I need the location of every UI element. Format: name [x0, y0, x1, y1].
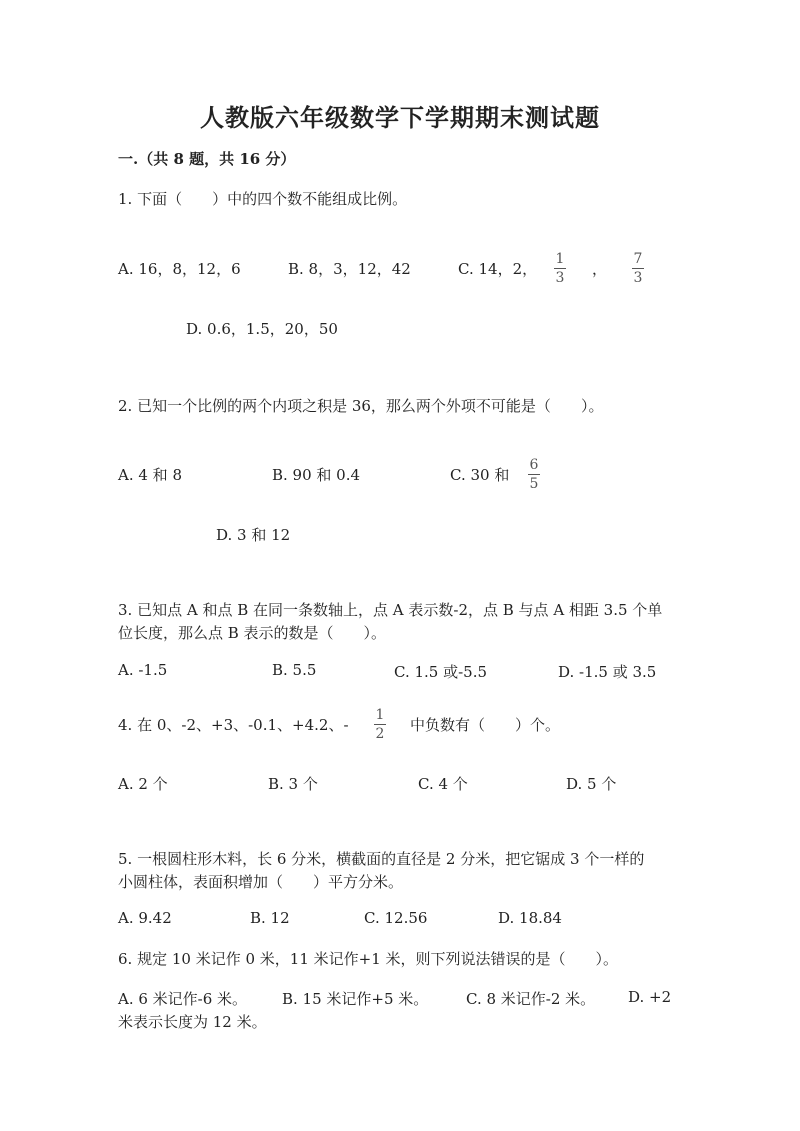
- question-text-line-1: 3. 已知点 A 和点 B 在同一条数轴上，点 A 表示数-2，点 B 与点 A 相距 3.5 个单: [118, 601, 663, 619]
- question-text-line-2: 位长度，那么点 B 表示的数是（ ）。: [118, 624, 387, 642]
- question-text-line-2: 小圆柱体，表面积增加（ ）平方分米。: [118, 873, 404, 891]
- question-text-start: 4. 在 0、-2、+3、-0.1、+4.2、-: [118, 716, 349, 734]
- option-d-continued: 米表示长度为 12 米。: [118, 1013, 267, 1031]
- option-d: D. +2: [628, 988, 672, 1006]
- numerator: 1: [555, 251, 565, 267]
- fraction: [528, 457, 540, 492]
- option-d: D. 5 个: [566, 775, 617, 793]
- option-a: A. 16，8，12，6: [118, 260, 241, 278]
- option-b: B. 15 米记作+5 米。: [282, 990, 429, 1008]
- option-c: C. 1.5 或-5.5: [394, 663, 488, 681]
- option-a: A. 4 和 8: [118, 466, 182, 484]
- denominator: 5: [529, 476, 539, 492]
- option-b: B. 3 个: [268, 775, 318, 793]
- denominator: 3: [633, 270, 643, 286]
- option-d: D. 18.84: [498, 909, 562, 927]
- option-a: A. 6 米记作-6 米。: [118, 990, 248, 1008]
- option-a: A. -1.5: [118, 661, 168, 679]
- numerator: 7: [633, 251, 643, 267]
- option-c: C. 8 米记作-2 米。: [466, 990, 596, 1008]
- denominator: 3: [555, 270, 565, 286]
- fraction-bar: [374, 724, 386, 725]
- fraction-bar: [632, 268, 644, 269]
- fraction: [554, 251, 566, 286]
- fraction: [374, 707, 386, 742]
- option-b: B. 90 和 0.4: [272, 466, 361, 484]
- numerator: 6: [529, 457, 539, 473]
- option-c: C. 12.56: [364, 909, 428, 927]
- option-a: A. 9.42: [118, 909, 172, 927]
- numerator: 1: [375, 707, 385, 723]
- fraction-bar: [528, 474, 540, 475]
- section-header: 一.（共 8 题，共 16 分）: [118, 150, 296, 168]
- option-c: C. 4 个: [418, 775, 468, 793]
- question-text: 6. 规定 10 米记作 0 米，11 米记作+1 米，则下列说法错误的是（ ）。: [118, 950, 619, 968]
- option-a: A. 2 个: [118, 775, 168, 793]
- option-b: B. 8，3，12，42: [288, 260, 411, 278]
- separator: ，: [592, 260, 608, 278]
- page-title: 人教版六年级数学下学期期末测试题: [200, 103, 600, 132]
- option-d: D. -1.5 或 3.5: [558, 663, 657, 681]
- option-b: B. 12: [250, 909, 290, 927]
- fraction-bar: [554, 268, 566, 269]
- option-c: C. 14，2，: [458, 260, 538, 278]
- option-d: D. 0.6，1.5，20，50: [186, 320, 338, 338]
- option-d: D. 3 和 12: [216, 526, 291, 544]
- question-text-end: 中负数有（ ）个。: [410, 716, 561, 734]
- option-c: C. 30 和: [450, 466, 510, 484]
- denominator: 2: [375, 726, 385, 742]
- question-text: 1. 下面（ ）中的四个数不能组成比例。: [118, 190, 408, 208]
- question-text-line-1: 5. 一根圆柱形木料，长 6 分米，横截面的直径是 2 分米，把它锯成 3 个一样的: [118, 850, 645, 868]
- fraction: [632, 251, 644, 286]
- option-b: B. 5.5: [272, 661, 317, 679]
- question-text: 2. 已知一个比例的两个内项之积是 36，那么两个外项不可能是（ ）。: [118, 397, 604, 415]
